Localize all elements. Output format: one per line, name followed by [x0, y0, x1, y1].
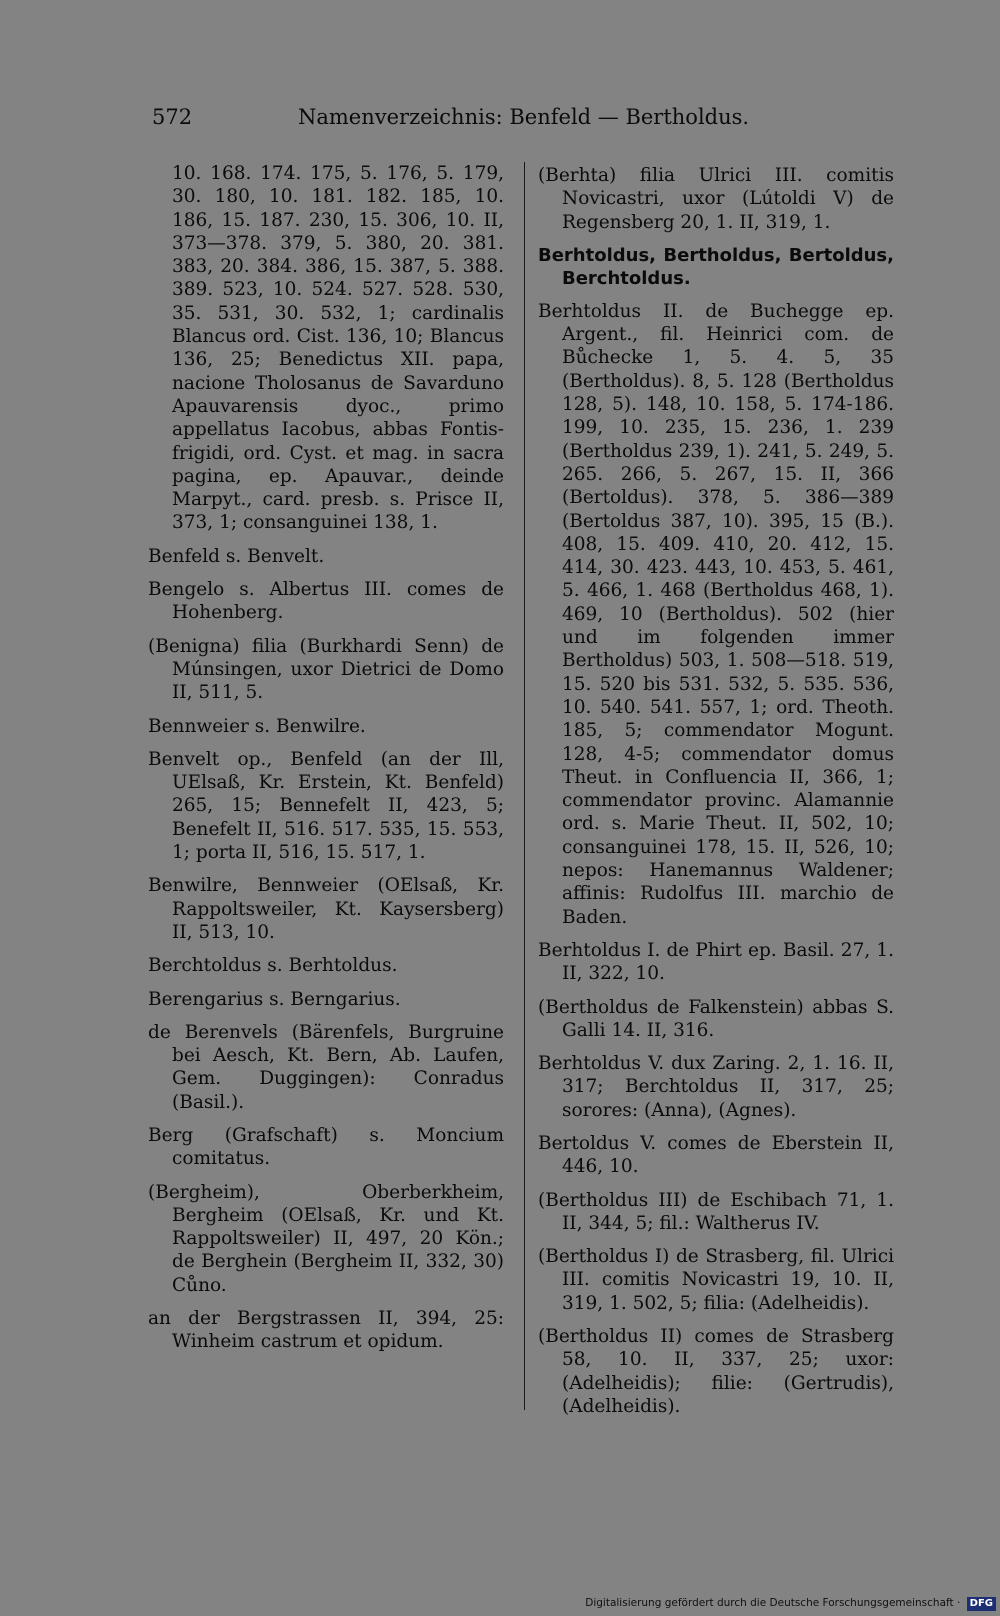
index-entry: Berchtoldus s. Berhtoldus.	[148, 955, 398, 977]
index-entry: (Bergheim), Oberberkheim, Bergheim (OElsaß, Kr. und Kt. Rappoltsweiler) II, 497, 20 Kön.; de Berghein (Bergheim II, 332, 30) Cůno.	[148, 1181, 504, 1296]
index-entry: Berhtoldus V. dux Zaring. 2, 1. 16. II, 317; Berchtoldus II, 317, 25; sorores: (Anna), (Agnes).	[538, 1053, 894, 1121]
page-number: 572	[152, 105, 193, 129]
index-entry: Benfeld s. Benvelt.	[148, 545, 325, 567]
index-entry: Benvelt op., Benfeld (an der Ill, UElsaß, Kr. Erstein, Kt. Benfeld) 265, 15; Bennefelt II, 423, 5; Benefelt II, 516. 517. 535, 15. 553, 1; porta II, 516, 15. 517, 1.	[148, 748, 504, 864]
running-title: Namenverzeichnis: Benfeld — Bertholdus.	[298, 105, 750, 129]
index-column-left	[148, 162, 504, 1364]
index-heading: Berhtoldus, Bertholdus, Bertoldus, Berchtoldus.	[538, 244, 894, 289]
footer-text: Digitalisierung gefördert durch die Deutsche Forschungsgemeinschaft	[585, 1597, 954, 1609]
index-entry: 10. 168. 174. 175, 5. 176, 5. 179, 30. 180, 10. 181. 182. 185, 10. 186, 15. 187. 230, 15. 306, 10. II, 373—378. 379, 5. 380, 20. 381. 383, 20. 384. 386, 15. 387, 5. 388. 389. 523, 10. 524. 527. 528. 530, 35. 531, 30. 532, 1; cardinalis Blancus ord. Cist. 136, 10; Blancus 136, 25; Benedictus XII. papa, nacione Tholosanus de Savarduno Apauvarensis dyoc., primo appellatus Iacobus, abbas Fontis-frigidi, ord. Cyst. et mag. in sacra pagina, ep. Apauvar., deinde Marpyt., card. presb. s. Prisce II, 373, 1; consanguinei 138, 1.	[172, 163, 504, 534]
index-entry: (Bertholdus II) comes de Strasberg 58, 10. II, 337, 25; uxor: (Adelheidis); filie: (Gertrudis), (Adelheidis).	[538, 1326, 894, 1417]
index-entry: Benwilre, Bennweier (OElsaß, Kr. Rappoltsweiler, Kt. Kaysersberg) II, 513, 10.	[148, 875, 504, 943]
index-entry: Berg (Grafschaft) s. Moncium comitatus.	[148, 1124, 504, 1170]
index-entry: Bengelo s. Albertus III. comes de Hohenberg.	[148, 579, 504, 624]
index-entry: (Bertholdus I) de Strasberg, fil. Ulrici III. comitis Novicastri 19, 10. II, 319, 1. 502, 5; filia: (Adelheidis).	[538, 1246, 894, 1314]
index-entry: Bertoldus V. comes de Eberstein II, 446, 10.	[538, 1132, 894, 1178]
index-entry: (Berhta) filia Ulrici III. comitis Novicastri, uxor (Lútoldi V) de Regensberg 20, 1. II, 319, 1.	[538, 165, 894, 233]
index-entry: Bennweier s. Benwilre.	[148, 715, 366, 737]
index-entry: an der Bergstrassen II, 394, 25: Winheim castrum et opidum.	[148, 1308, 504, 1353]
digitization-footer: Digitalisierung gefördert durch die Deutsche Forschungsgemeinschaft · DFG	[585, 1595, 996, 1611]
index-entry: Berhtoldus II. de Buchegge ep. Argent., fil. Heinrici com. de Bůchecke 1, 5. 4. 5, 35 (Bertholdus). 8, 5. 128 (Bertholdus 128, 5). 148, 10. 158, 5. 174-186. 199, 10. 235, 15. 236, 1. 239 (Bertholdus 239, 1). 241, 5. 249, 5. 265. 266, 5. 267, 15. II, 366 (Bertoldus). 378, 5. 386—389 (Bertoldus 387, 10). 395, 15 (B.). 408, 15. 409. 410, 20. 412, 15. 414, 30. 423. 443, 10. 453, 5. 461, 5. 466, 1. 468 (Bertholdus 468, 1). 469, 10 (Bertholdus). 502 (hier und im folgenden immer Bertholdus) 503, 1. 508—518. 519, 15. 520 bis 531. 532, 5. 535. 536, 10. 540. 541. 557, 1; ord. Theoth. 185, 5; commendator Mogunt. 128, 4-5; commendator domus Theut. in Confluencia II, 366, 1; commendator provinc. Alamannie ord. s. Marie Theut. II, 502, 10; consanguinei 178, 15. II, 526, 10; nepos: Hanemannus Waldener; affinis: Rudolfus III. marchio de Baden.	[538, 300, 894, 928]
index-entry: (Benigna) filia (Burkhardi Senn) de Múnsingen, uxor Dietrici de Domo II, 511, 5.	[148, 635, 504, 704]
column-divider	[524, 162, 525, 1410]
page-header	[152, 102, 752, 132]
index-entry: de Berenvels (Bärenfels, Burgruine bei Aesch, Kt. Bern, Ab. Laufen, Gem. Duggingen): Conradus (Basil.).	[148, 1021, 504, 1113]
index-entry: (Bertholdus III) de Eschibach 71, 1. II, 344, 5; fil.: Waltherus IV.	[538, 1189, 894, 1234]
index-entry: Berhtoldus I. de Phirt ep. Basil. 27, 1. II, 322, 10.	[538, 939, 894, 985]
dfg-logo: DFG	[967, 1597, 996, 1611]
index-entry: Berengarius s. Berngarius.	[148, 988, 401, 1010]
index-entry: (Bertholdus de Falkenstein) abbas S. Galli 14. II, 316.	[538, 996, 894, 1041]
index-column-right	[538, 164, 894, 1428]
